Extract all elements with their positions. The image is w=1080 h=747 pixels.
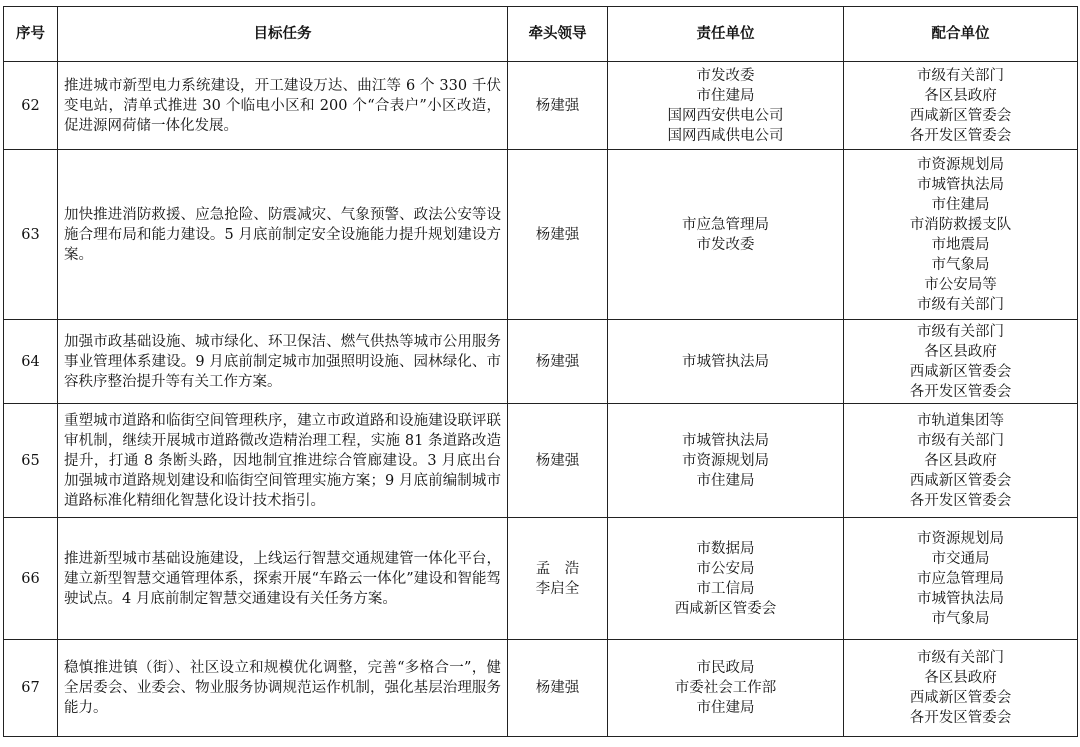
lead-leader: 杨建强 [535, 226, 580, 243]
lead-leader: 杨建强 [535, 680, 580, 696]
cooperating-unit: 市地震局 [931, 236, 990, 253]
row-number: 66 [4, 518, 58, 640]
row-number: 67 [4, 640, 58, 737]
cooperating-unit-cell [844, 640, 1078, 737]
lead-leader: 孟 浩 [535, 560, 580, 577]
cooperating-unit: 市交通局 [931, 550, 990, 567]
lead-leader: 杨建强 [535, 452, 580, 469]
lead-leader-cell [508, 150, 608, 320]
cooperating-unit: 市资源规划局 [917, 156, 1004, 173]
table-row [4, 640, 1078, 737]
responsible-unit: 市民政局 [696, 660, 755, 676]
cooperating-unit: 市级有关部门 [917, 432, 1004, 449]
cooperating-unit: 市住建局 [931, 196, 990, 213]
header-num: 序号 [4, 7, 58, 62]
responsible-unit: 市住建局 [696, 472, 755, 489]
cooperating-unit: 各区县政府 [924, 343, 997, 360]
task-description: 推进城市新型电力系统建设，开工建设万达、曲江等 6 个 330 千伏变电站，清单式推进 30 个临电小区和 200 个“合表户”小区改造，促进源网荷储一体化发展。 [58, 62, 508, 150]
table-row [4, 62, 1078, 150]
lead-leader-cell [508, 640, 608, 737]
cooperating-unit: 市城管执法局 [917, 590, 1004, 607]
cooperating-unit-cell [844, 320, 1078, 404]
lead-leader: 杨建强 [535, 353, 580, 370]
cooperating-unit: 市级有关部门 [917, 296, 1004, 313]
cooperating-unit: 市级有关部门 [917, 650, 1004, 666]
responsible-unit: 市委社会工作部 [674, 680, 777, 696]
responsible-unit: 国网西安供电公司 [667, 107, 784, 124]
responsible-unit: 市数据局 [696, 540, 755, 557]
responsible-unit: 国网西咸供电公司 [667, 127, 784, 144]
responsible-unit: 市公安局 [696, 560, 755, 577]
cooperating-unit: 市气象局 [931, 610, 990, 627]
responsible-unit: 市发改委 [696, 67, 755, 84]
task-description: 加强市政基础设施、城市绿化、环卫保洁、燃气供热等城市公用服务事业管理体系建设。9 月底前制定城市加强照明设施、园林绿化、市容秩序整治提升等有关工作方案。 [58, 320, 508, 404]
cooperating-unit: 各开发区管委会 [909, 710, 1012, 726]
cooperating-unit: 市城管执法局 [917, 176, 1004, 193]
cooperating-unit: 市轨道集团等 [917, 412, 1004, 429]
responsible-unit-cell [608, 150, 844, 320]
cooperating-unit: 各开发区管委会 [909, 383, 1012, 400]
cooperating-unit: 各区县政府 [924, 452, 997, 469]
responsible-unit-cell [608, 62, 844, 150]
cooperating-unit-cell [844, 150, 1078, 320]
table-row [4, 320, 1078, 404]
header-resp: 责任单位 [608, 7, 844, 62]
cooperating-unit: 西咸新区管委会 [909, 690, 1012, 706]
responsible-unit: 市住建局 [696, 700, 755, 716]
header-lead: 牵头领导 [508, 7, 608, 62]
cooperating-unit: 市级有关部门 [917, 67, 1004, 84]
responsible-unit: 市工信局 [696, 580, 755, 597]
table-row [4, 404, 1078, 518]
lead-leader-cell [508, 62, 608, 150]
cooperating-unit: 各区县政府 [924, 670, 997, 686]
responsible-unit-cell [608, 404, 844, 518]
task-description: 稳慎推进镇（街）、社区设立和规模优化调整，完善“多格合一”，健全居委会、业委会、物业服务协调规范运作机制，强化基层治理服务能力。 [58, 640, 508, 737]
responsible-unit: 西咸新区管委会 [674, 600, 777, 617]
responsible-unit: 市资源规划局 [682, 452, 769, 469]
lead-leader-cell [508, 518, 608, 640]
lead-leader-cell [508, 404, 608, 518]
responsible-unit: 市应急管理局 [682, 216, 769, 233]
row-number: 64 [4, 320, 58, 404]
lead-leader-cell [508, 320, 608, 404]
task-description: 推进新型城市基础设施建设，上线运行智慧交通规建管一体化平台，建立新型智慧交通管理体系，探索开展“车路云一体化”建设和智能驾驶试点。4 月底前制定智慧交通建设有关任务方案。 [58, 518, 508, 640]
cooperating-unit-cell [844, 62, 1078, 150]
responsible-unit: 市城管执法局 [682, 432, 769, 449]
row-number: 63 [4, 150, 58, 320]
cooperating-unit: 市消防救援支队 [909, 216, 1012, 233]
cooperating-unit: 西咸新区管委会 [909, 363, 1012, 380]
responsible-unit: 市住建局 [696, 87, 755, 104]
row-number: 62 [4, 62, 58, 150]
cooperating-unit: 市级有关部门 [917, 323, 1004, 340]
cooperating-unit: 市应急管理局 [917, 570, 1004, 587]
lead-leader: 李启全 [535, 580, 580, 597]
header-task: 目标任务 [58, 7, 508, 62]
responsible-unit-cell [608, 518, 844, 640]
responsible-unit: 市发改委 [696, 236, 755, 253]
cooperating-unit: 市气象局 [931, 256, 990, 273]
table-header-row [4, 7, 1078, 62]
cooperating-unit: 市资源规划局 [917, 530, 1004, 547]
cooperating-unit: 西咸新区管委会 [909, 107, 1012, 124]
cooperating-unit: 西咸新区管委会 [909, 472, 1012, 489]
header-coop: 配合单位 [844, 7, 1078, 62]
table-row [4, 150, 1078, 320]
row-number: 65 [4, 404, 58, 518]
cooperating-unit: 各开发区管委会 [909, 492, 1012, 509]
task-table [3, 6, 1078, 737]
responsible-unit: 市城管执法局 [682, 353, 769, 370]
cooperating-unit: 各开发区管委会 [909, 127, 1012, 144]
task-description: 加快推进消防救援、应急抢险、防震减灾、气象预警、政法公安等设施合理布局和能力建设。5 月底前制定安全设施能力提升规划建设方案。 [58, 150, 508, 320]
responsible-unit-cell [608, 640, 844, 737]
cooperating-unit-cell [844, 404, 1078, 518]
cooperating-unit: 市公安局等 [924, 276, 997, 293]
cooperating-unit: 各区县政府 [924, 87, 997, 104]
responsible-unit-cell [608, 320, 844, 404]
task-description: 重塑城市道路和临街空间管理秩序，建立市政道路和设施建设联评联审机制，继续开展城市道路微改造精治理工程，实施 81 条道路改造提升，打通 8 条断头路，因地制宜推进综合管廊建设。3 月底出台加强城市道路规划建设和临街空间管理实施方案；9 月底前编制城市道路标准化精细化智慧化设计技术指引。 [58, 404, 508, 518]
cooperating-unit-cell [844, 518, 1078, 640]
table-row [4, 518, 1078, 640]
lead-leader: 杨建强 [535, 97, 580, 114]
